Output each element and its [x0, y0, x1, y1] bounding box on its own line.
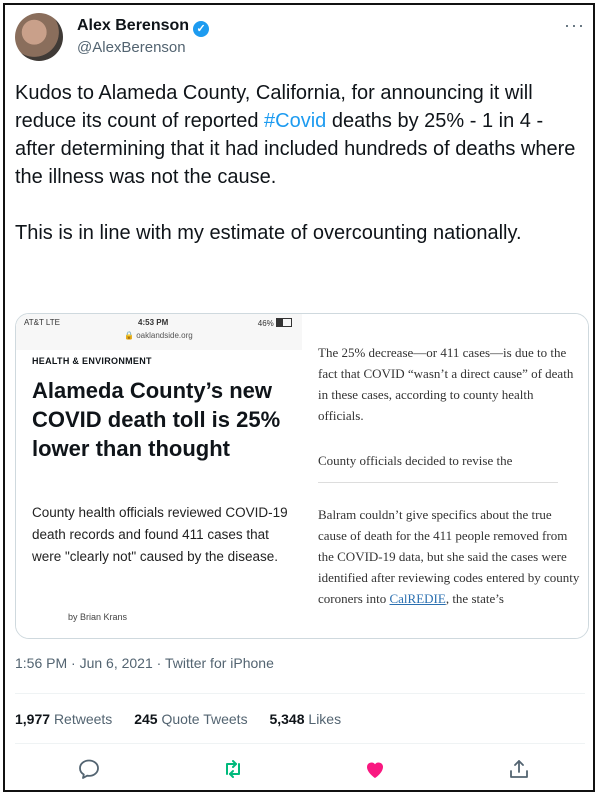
- hashtag-link[interactable]: #Covid: [264, 110, 327, 132]
- status-time: 4:53 PM: [138, 318, 169, 327]
- browser-url: [124, 331, 193, 340]
- user-name-text[interactable]: Alex Berenson: [77, 17, 190, 34]
- divider: [15, 693, 585, 694]
- quote-tweets-count: 245: [134, 711, 158, 727]
- battery-label: [258, 318, 292, 328]
- battery-icon: [276, 318, 292, 327]
- battery-percent: 46%: [257, 319, 274, 328]
- likes-stat[interactable]: [269, 711, 341, 727]
- share-icon[interactable]: [507, 757, 531, 781]
- phone-screenshot-panel: [16, 314, 302, 638]
- like-heart-icon[interactable]: [363, 757, 387, 781]
- tweet-text-post: deaths by 25% - 1 in 4 - after determining that it had included hundreds of deaths where the illness was not the cause. This is in line with my estimate of overcounting nationally.: [15, 110, 576, 244]
- article-paragraph-3: [318, 504, 580, 609]
- quote-tweets-label: Quote Tweets: [161, 711, 248, 727]
- avatar[interactable]: [15, 13, 63, 61]
- retweet-icon[interactable]: [221, 757, 245, 781]
- article-paragraph-3-post: , the state’s: [445, 591, 504, 606]
- article-paragraph-1: The 25% decrease—or 411 cases—is due to the fact that COVID “wasn’t a direct cause” of death in these cases, according to county health officials.: [318, 345, 574, 423]
- divider: [15, 743, 585, 744]
- article-paragraph-2: County officials decided to revise the: [318, 453, 513, 468]
- article-divider: [318, 482, 558, 483]
- article-section-label: HEALTH & ENVIRONMENT: [32, 356, 152, 366]
- tweet-timestamp[interactable]: 1:56 PM · Jun 6, 2021 · Twitter for iPhone: [15, 655, 274, 671]
- tweet-header: [15, 13, 585, 65]
- carrier-label: AT&T LTE: [24, 318, 61, 327]
- likes-count: 5,348: [269, 711, 305, 727]
- retweets-count: 1,977: [15, 711, 51, 727]
- tweet-stats: [15, 711, 359, 727]
- lock-icon: 🔒: [124, 331, 134, 340]
- article-paragraph-3-pre: Balram couldn’t give specifics about the true cause of death for the 411 people removed from the COVID-19 data, but she said the cases were identified after reviewing codes entered by county coroners into: [318, 507, 580, 606]
- media-image[interactable]: [15, 313, 589, 639]
- retweets-label: Retweets: [53, 711, 113, 727]
- article-dek: County health officials reviewed COVID-19 death records and found 411 cases that were "clearly not" caused by the disease.: [32, 505, 288, 564]
- verified-badge-icon: ✓: [193, 21, 209, 37]
- tweet-text: [15, 79, 585, 247]
- more-options-icon[interactable]: ···: [564, 15, 585, 35]
- likes-label: Likes: [308, 711, 342, 727]
- retweets-stat[interactable]: [15, 711, 112, 727]
- article-byline: by Brian Krans: [68, 612, 128, 622]
- user-handle[interactable]: @AlexBerenson: [77, 39, 186, 56]
- article-text-panel: [302, 314, 588, 638]
- quote-tweets-stat[interactable]: [134, 711, 247, 727]
- phone-status-bar: [16, 314, 302, 350]
- article-headline: Alameda County’s new COVID death toll is 25% lower than thought: [32, 378, 281, 461]
- user-name[interactable]: [77, 17, 209, 37]
- calredie-link: CalREDIE: [389, 591, 446, 606]
- browser-url-text: oaklandside.org: [136, 331, 193, 340]
- tweet-card: [3, 3, 595, 792]
- tweet-text-pre: Kudos to Alameda County, California, for announcing it will reduce its count of reported: [15, 82, 539, 132]
- reply-icon[interactable]: [77, 757, 101, 781]
- tweet-actions-bar: [15, 753, 585, 787]
